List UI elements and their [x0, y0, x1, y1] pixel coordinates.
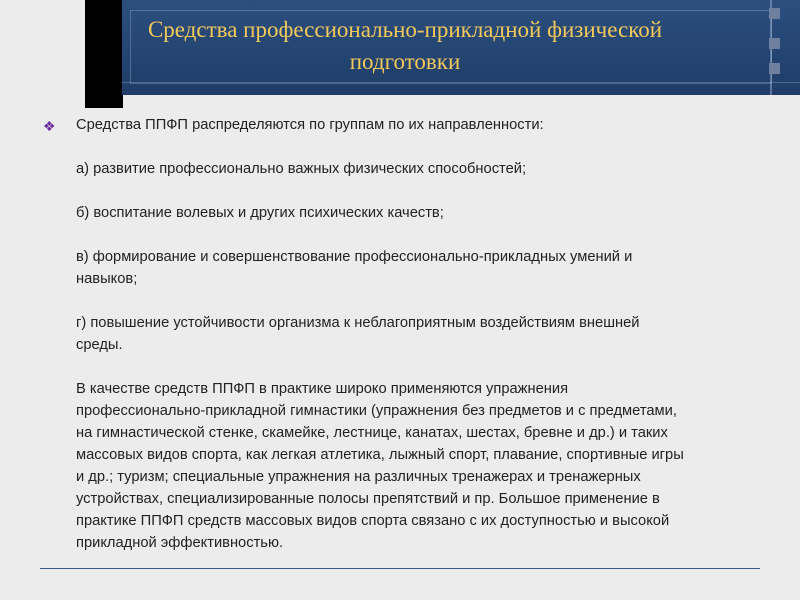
- paragraph-line: прикладной эффективностью.: [76, 535, 284, 551]
- diamond-bullet-icon: ❖: [43, 120, 56, 135]
- paragraph-line: профессионально-прикладной гимнастики (упражнения без предметов и с предметами,: [76, 403, 677, 419]
- banner-divider-horizontal: [122, 82, 800, 83]
- decor-square-top: [769, 8, 780, 19]
- item-d-line-1: г) повышение устойчивости организма к неблагоприятным воздействиям внешней: [76, 315, 640, 331]
- slide-body: [76, 114, 751, 554]
- decor-square-middle: [769, 38, 780, 49]
- paragraph-line: на гимнастической стенке, скамейке, лестнице, канатах, шестах, бревне и др.) и таких: [76, 425, 668, 441]
- footer-divider: [40, 568, 760, 569]
- item-c-line-2: навыков;: [76, 271, 138, 287]
- methods-paragraph: [76, 378, 751, 554]
- item-b: б) воспитание волевых и других психических качеств;: [76, 205, 444, 221]
- paragraph-line: устройствах, специализированные полосы препятствий и пр. Большое применение в: [76, 491, 660, 507]
- item-d-line-2: среды.: [76, 337, 123, 353]
- paragraph-line: В качестве средств ППФП в практике широко применяются упражнения: [76, 381, 569, 397]
- slide-title: [85, 14, 725, 78]
- item-c-line-1: в) формирование и совершенствование профессионально-прикладных умений и: [76, 249, 633, 265]
- paragraph-line: практике ППФП средств массовых видов спорта связано с их доступностью и высокой: [76, 513, 670, 529]
- item-a: а) развитие профессионально важных физических способностей;: [76, 161, 527, 177]
- intro-text: Средства ППФП распределяются по группам по их направленности:: [76, 117, 544, 133]
- slide-title-line-1: Средства профессионально-прикладной физической: [147, 17, 663, 42]
- slide-title-line-2: подготовки: [349, 49, 461, 74]
- paragraph-line: массовых видов спорта, как легкая атлетика, лыжный спорт, плавание, спортивные игры: [76, 447, 684, 463]
- paragraph-line: и др.; туризм; специальные упражнения на различных тренажерах и тренажерных: [76, 469, 641, 485]
- decor-square-bottom: [769, 63, 780, 74]
